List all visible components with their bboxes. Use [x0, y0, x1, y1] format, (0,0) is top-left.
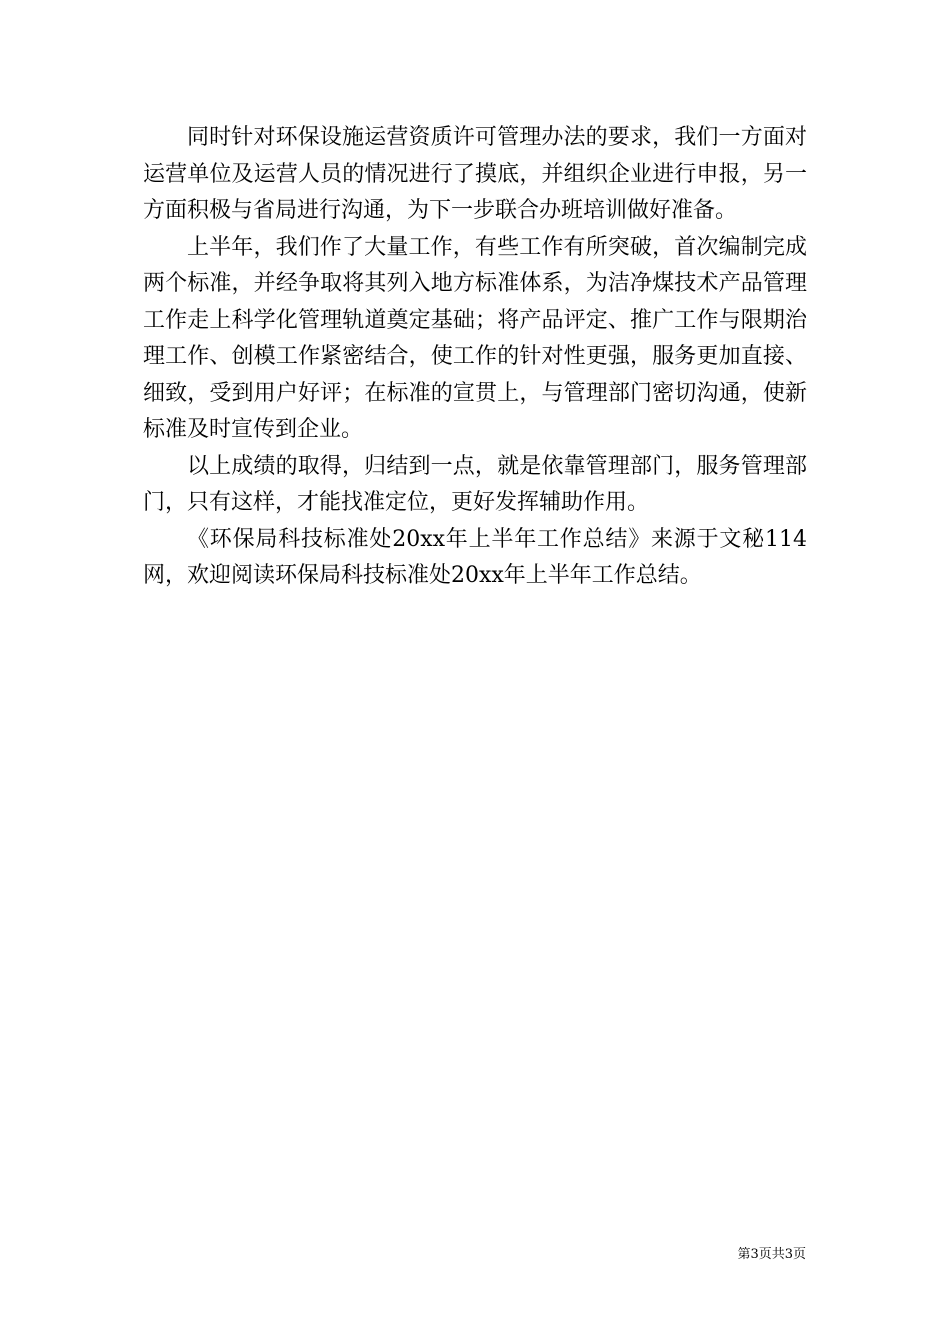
paragraph-achievements: 以上成绩的取得，归结到一点，就是依靠管理部门，服务管理部门，只有这样，才能找准定位，更好发挥辅助作用。: [143, 453, 807, 515]
paragraph-half-year-work: 上半年，我们作了大量工作，有些工作有所突破，首次编制完成两个标准，并经争取将其列入地方标准体系，为洁净煤技术产品管理工作走上科学化管理轨道奠定基础；将产品评定、推广工作与限期治理工作、创模工作紧密结合，使工作的针对性更强，服务更加直接、细致，受到用户好评；在标准的宣贯上，与管理部门密切沟通，使新标准及时宣传到企业。: [143, 234, 807, 442]
paragraph-operation-license: 同时针对环保设施运营资质许可管理办法的要求，我们一方面对运营单位及运营人员的情况进行了摸底，并组织企业进行申报，另一方面积极与省局进行沟通，为下一步联合办班培训做好准备。: [143, 125, 807, 223]
document-body: [143, 120, 807, 595]
page-number-footer: 第3页共3页: [737, 1247, 806, 1262]
paragraph-source-note: 《环保局科技标准处20xx年上半年工作总结》来源于文秘114网，欢迎阅读环保局科技标准处20xx年上半年工作总结。: [143, 526, 807, 588]
